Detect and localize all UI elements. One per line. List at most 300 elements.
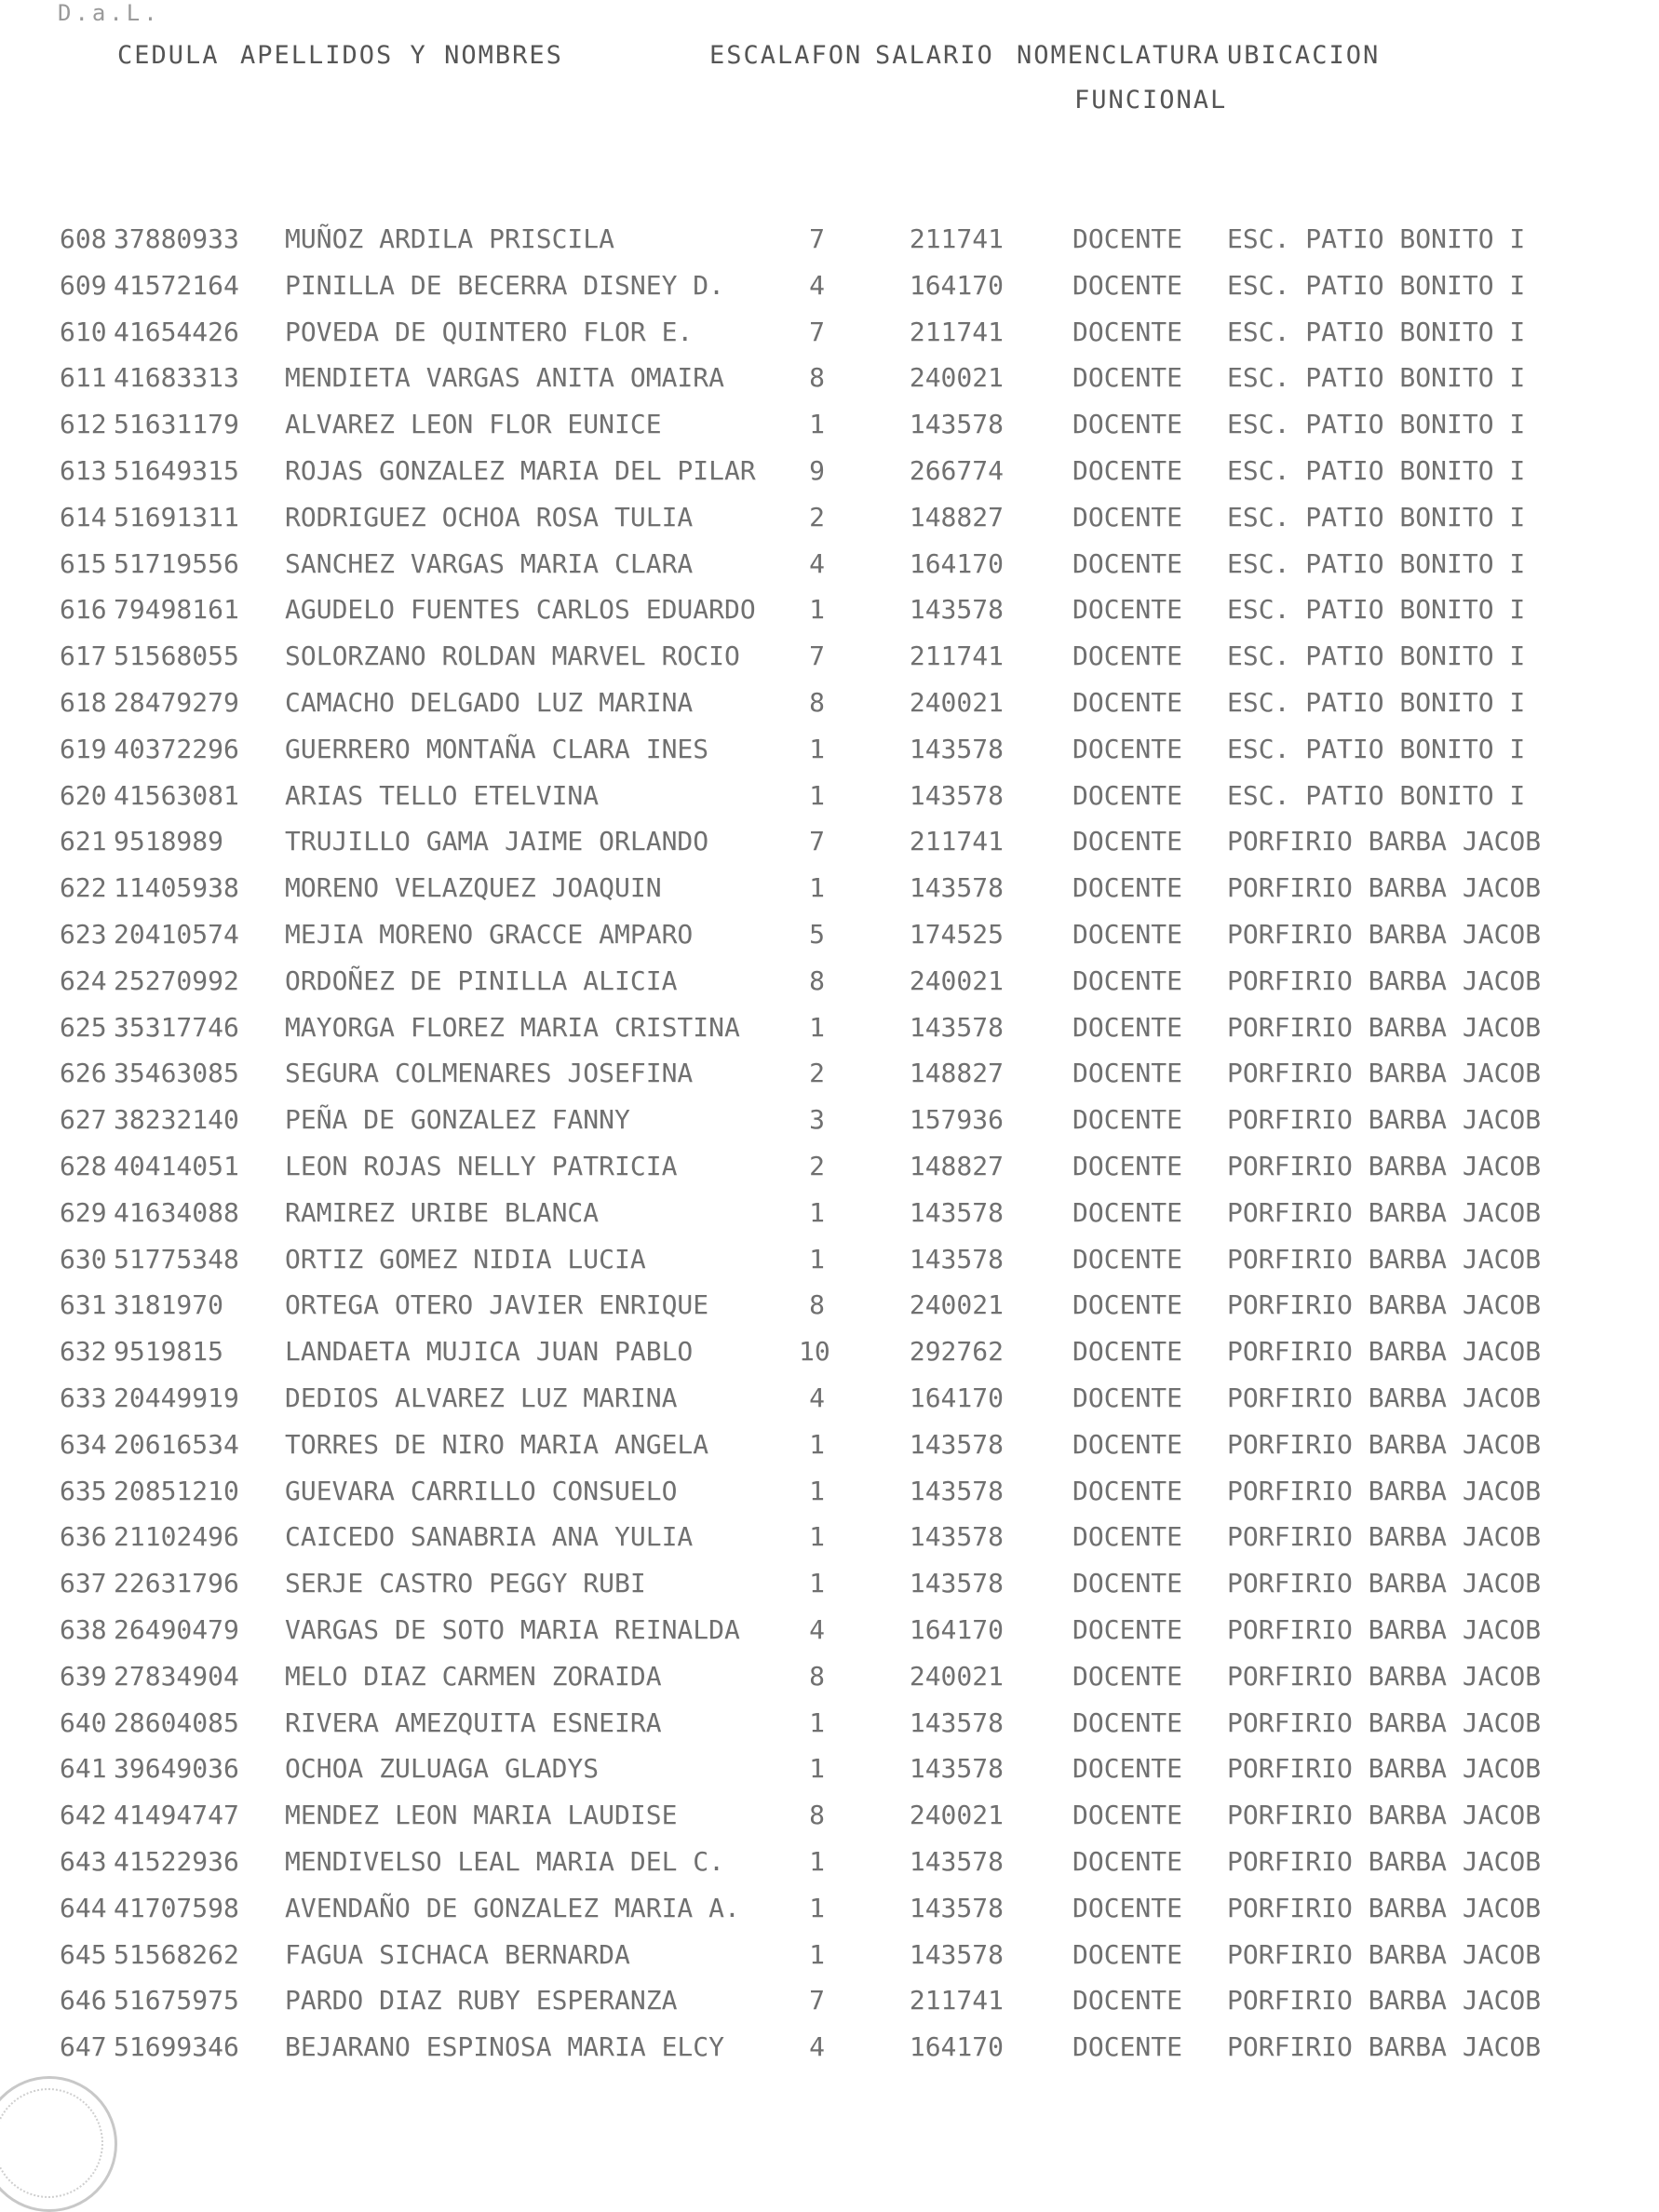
nomenclatura-cell: DOCENTE (1072, 547, 1183, 579)
cedula-cell: 39649036 (114, 1753, 239, 1785)
salario-cell: 143578 (909, 779, 1004, 811)
salario-cell: 164170 (909, 547, 1004, 579)
escalafon-cell: 1 (809, 594, 825, 626)
table-row (0, 1521, 1659, 1568)
nomenclatura-cell: DOCENTE (1072, 1058, 1183, 1089)
nomenclatura-cell: DOCENTE (1072, 1568, 1183, 1599)
ubicacion-cell: PORFIRIO BARBA JACOB (1227, 1521, 1542, 1553)
cedula-cell: 20410574 (114, 919, 239, 950)
cedula-cell: 40372296 (114, 733, 239, 764)
salario-cell: 143578 (909, 1938, 1004, 1970)
ubicacion-cell: PORFIRIO BARBA JACOB (1227, 1336, 1542, 1368)
salario-cell: 240021 (909, 1289, 1004, 1321)
name-cell: TORRES DE NIRO MARIA ANGELA (285, 1428, 709, 1460)
salario-cell: 211741 (909, 641, 1004, 672)
ubicacion-cell: PORFIRIO BARBA JACOB (1227, 1196, 1542, 1228)
table-row (0, 1939, 1659, 1986)
cedula-cell: 22631796 (114, 1568, 239, 1599)
row-number: 641 (60, 1753, 107, 1785)
escalafon-cell: 1 (809, 1243, 825, 1275)
table-row (0, 1382, 1659, 1429)
escalafon-cell: 8 (809, 1289, 825, 1321)
name-cell: VARGAS DE SOTO MARIA REINALDA (285, 1614, 740, 1645)
name-cell: MEJIA MORENO GRACCE AMPARO (285, 919, 694, 950)
table-row (0, 1846, 1659, 1893)
header-ubicacion: UBICACION (1227, 41, 1381, 70)
cedula-cell: 41494747 (114, 1800, 239, 1831)
nomenclatura-cell: DOCENTE (1072, 779, 1183, 811)
salario-cell: 266774 (909, 455, 1004, 486)
ubicacion-cell: PORFIRIO BARBA JACOB (1227, 1289, 1542, 1321)
table-row (0, 1985, 1659, 2031)
escalafon-cell: 2 (809, 1058, 825, 1089)
escalafon-cell: 1 (809, 872, 825, 904)
escalafon-cell: 1 (809, 1428, 825, 1460)
ubicacion-cell: PORFIRIO BARBA JACOB (1227, 1243, 1542, 1275)
header-apellidos-nombres: APELLIDOS Y NOMBRES (240, 41, 563, 70)
table-row (0, 223, 1659, 270)
escalafon-cell: 1 (809, 1892, 825, 1923)
ubicacion-cell: ESC. PATIO BONITO I (1227, 733, 1526, 764)
salario-cell: 143578 (909, 1428, 1004, 1460)
row-number: 621 (60, 826, 107, 857)
salario-cell: 143578 (909, 1521, 1004, 1553)
salario-cell: 240021 (909, 1800, 1004, 1831)
nomenclatura-cell: DOCENTE (1072, 1475, 1183, 1506)
cedula-cell: 9518989 (114, 826, 224, 857)
name-cell: ORTEGA OTERO JAVIER ENRIQUE (285, 1289, 709, 1321)
salario-cell: 143578 (909, 1011, 1004, 1043)
row-number: 630 (60, 1243, 107, 1275)
row-number: 627 (60, 1104, 107, 1136)
nomenclatura-cell: DOCENTE (1072, 1753, 1183, 1785)
ubicacion-cell: PORFIRIO BARBA JACOB (1227, 826, 1542, 857)
name-cell: AGUDELO FUENTES CARLOS EDUARDO (285, 594, 756, 626)
row-number: 625 (60, 1011, 107, 1043)
cedula-cell: 37880933 (114, 223, 239, 254)
name-cell: ORDOÑEZ DE PINILLA ALICIA (285, 964, 678, 996)
nomenclatura-cell: DOCENTE (1072, 455, 1183, 486)
nomenclatura-cell: DOCENTE (1072, 2031, 1183, 2063)
table-row (0, 780, 1659, 827)
salario-cell: 157936 (909, 1104, 1004, 1136)
cedula-cell: 25270992 (114, 964, 239, 996)
row-number: 634 (60, 1428, 107, 1460)
escalafon-cell: 7 (809, 223, 825, 254)
name-cell: CAICEDO SANABRIA ANA YULIA (285, 1521, 694, 1553)
salario-cell: 148827 (909, 1058, 1004, 1089)
row-number: 644 (60, 1892, 107, 1923)
table-row (0, 1197, 1659, 1244)
cedula-cell: 41683313 (114, 362, 239, 394)
name-cell: ROJAS GONZALEZ MARIA DEL PILAR (285, 455, 756, 486)
cedula-cell: 51568055 (114, 641, 239, 672)
salario-cell: 240021 (909, 964, 1004, 996)
row-number: 611 (60, 362, 107, 394)
ubicacion-cell: PORFIRIO BARBA JACOB (1227, 1753, 1542, 1785)
ubicacion-cell: PORFIRIO BARBA JACOB (1227, 1151, 1542, 1181)
ubicacion-cell: PORFIRIO BARBA JACOB (1227, 1568, 1542, 1599)
nomenclatura-cell: DOCENTE (1072, 1706, 1183, 1738)
name-cell: RAMIREZ URIBE BLANCA (285, 1196, 600, 1228)
escalafon-cell: 1 (809, 1753, 825, 1785)
row-number: 645 (60, 1938, 107, 1970)
table-row (0, 362, 1659, 409)
nomenclatura-cell: DOCENTE (1072, 826, 1183, 857)
header-nomenclatura: NOMENCLATURA (1017, 41, 1221, 70)
table-row (0, 1151, 1659, 1197)
escalafon-cell: 8 (809, 362, 825, 394)
table-row (0, 409, 1659, 455)
row-number: 616 (60, 594, 107, 626)
name-cell: LANDAETA MUJICA JUAN PABLO (285, 1336, 694, 1368)
name-cell: SEGURA COLMENARES JOSEFINA (285, 1058, 694, 1089)
escalafon-cell: 1 (809, 409, 825, 440)
name-cell: MENDIETA VARGAS ANITA OMAIRA (285, 362, 725, 394)
name-cell: AVENDAÑO DE GONZALEZ MARIA A. (285, 1892, 740, 1923)
table-row (0, 317, 1659, 363)
cedula-cell: 35317746 (114, 1011, 239, 1043)
salario-cell: 143578 (909, 733, 1004, 764)
cedula-cell: 35463085 (114, 1058, 239, 1089)
ubicacion-cell: PORFIRIO BARBA JACOB (1227, 1382, 1542, 1413)
salario-cell: 174525 (909, 919, 1004, 950)
escalafon-cell: 9 (809, 455, 825, 486)
cedula-cell: 20851210 (114, 1475, 239, 1506)
salario-cell: 240021 (909, 362, 1004, 394)
row-number: 637 (60, 1568, 107, 1599)
cedula-cell: 28479279 (114, 687, 239, 718)
name-cell: PINILLA DE BECERRA DISNEY D. (285, 269, 725, 301)
ubicacion-cell: ESC. PATIO BONITO I (1227, 547, 1526, 579)
nomenclatura-cell: DOCENTE (1072, 1243, 1183, 1275)
escalafon-cell: 5 (809, 919, 825, 950)
ubicacion-cell: ESC. PATIO BONITO I (1227, 409, 1526, 440)
row-number: 633 (60, 1382, 107, 1413)
table-row (0, 1893, 1659, 1939)
escalafon-cell: 7 (809, 641, 825, 672)
table-row (0, 1568, 1659, 1614)
nomenclatura-cell: DOCENTE (1072, 1985, 1183, 2016)
table-row (0, 965, 1659, 1012)
cedula-cell: 20616534 (114, 1428, 239, 1460)
ubicacion-cell: ESC. PATIO BONITO I (1227, 779, 1526, 811)
table-row (0, 1614, 1659, 1661)
row-number: 609 (60, 269, 107, 301)
nomenclatura-cell: DOCENTE (1072, 362, 1183, 394)
salario-cell: 143578 (909, 594, 1004, 626)
name-cell: MAYORGA FLOREZ MARIA CRISTINA (285, 1011, 740, 1043)
escalafon-cell: 8 (809, 1800, 825, 1831)
nomenclatura-cell: DOCENTE (1072, 223, 1183, 254)
escalafon-cell: 1 (809, 1568, 825, 1599)
nomenclatura-cell: DOCENTE (1072, 1011, 1183, 1043)
row-number: 612 (60, 409, 107, 440)
escalafon-cell: 7 (809, 826, 825, 857)
escalafon-cell: 4 (809, 1382, 825, 1413)
corner-handwritten-mark: D.a.L. (58, 0, 161, 26)
salario-cell: 143578 (909, 1892, 1004, 1923)
ubicacion-cell: ESC. PATIO BONITO I (1227, 269, 1526, 301)
salario-cell: 211741 (909, 316, 1004, 347)
table-row (0, 919, 1659, 965)
name-cell: POVEDA DE QUINTERO FLOR E. (285, 316, 694, 347)
ubicacion-cell: ESC. PATIO BONITO I (1227, 316, 1526, 347)
nomenclatura-cell: DOCENTE (1072, 1151, 1183, 1181)
nomenclatura-cell: DOCENTE (1072, 1938, 1183, 1970)
cedula-cell: 51699346 (114, 2031, 239, 2063)
header-salario: SALARIO (875, 41, 994, 70)
row-number: 613 (60, 455, 107, 486)
salario-cell: 240021 (909, 687, 1004, 718)
cedula-cell: 51631179 (114, 409, 239, 440)
nomenclatura-cell: DOCENTE (1072, 1892, 1183, 1923)
row-number: 614 (60, 501, 107, 533)
table-row (0, 594, 1659, 641)
table-row (0, 548, 1659, 595)
salario-cell: 211741 (909, 223, 1004, 254)
escalafon-cell: 4 (809, 547, 825, 579)
ubicacion-cell: ESC. PATIO BONITO I (1227, 362, 1526, 394)
table-row (0, 826, 1659, 872)
nomenclatura-cell: DOCENTE (1072, 501, 1183, 533)
salario-cell: 143578 (909, 1243, 1004, 1275)
salario-cell: 143578 (909, 1196, 1004, 1228)
ubicacion-cell: PORFIRIO BARBA JACOB (1227, 1011, 1542, 1043)
ubicacion-cell: ESC. PATIO BONITO I (1227, 641, 1526, 672)
escalafon-cell: 1 (809, 1846, 825, 1877)
name-cell: DEDIOS ALVAREZ LUZ MARINA (285, 1382, 678, 1413)
cedula-cell: 41572164 (114, 269, 239, 301)
escalafon-cell: 1 (809, 1706, 825, 1738)
escalafon-cell: 3 (809, 1104, 825, 1136)
cedula-cell: 51691311 (114, 501, 239, 533)
cedula-cell: 28604085 (114, 1706, 239, 1738)
escalafon-cell: 4 (809, 2031, 825, 2063)
row-number: 647 (60, 2031, 107, 2063)
table-row (0, 1058, 1659, 1104)
salario-cell: 164170 (909, 269, 1004, 301)
name-cell: FAGUA SICHACA BERNARDA (285, 1938, 630, 1970)
ubicacion-cell: PORFIRIO BARBA JACOB (1227, 1614, 1542, 1645)
cedula-cell: 26490479 (114, 1614, 239, 1645)
table-row (0, 1429, 1659, 1476)
salario-cell: 143578 (909, 1706, 1004, 1738)
cedula-cell: 51649315 (114, 455, 239, 486)
escalafon-cell: 10 (799, 1336, 830, 1368)
cedula-cell: 41522936 (114, 1846, 239, 1877)
cedula-cell: 51719556 (114, 547, 239, 579)
salario-cell: 143578 (909, 1753, 1004, 1785)
salario-cell: 240021 (909, 1660, 1004, 1692)
row-number: 626 (60, 1058, 107, 1089)
nomenclatura-cell: DOCENTE (1072, 1382, 1183, 1413)
nomenclatura-cell: DOCENTE (1072, 1428, 1183, 1460)
row-number: 638 (60, 1614, 107, 1645)
nomenclatura-cell: DOCENTE (1072, 641, 1183, 672)
cedula-cell: 27834904 (114, 1660, 239, 1692)
row-number: 628 (60, 1151, 107, 1181)
ubicacion-cell: PORFIRIO BARBA JACOB (1227, 1660, 1542, 1692)
row-number: 620 (60, 779, 107, 811)
ubicacion-cell: ESC. PATIO BONITO I (1227, 455, 1526, 486)
escalafon-cell: 1 (809, 1011, 825, 1043)
table-row (0, 1707, 1659, 1754)
table-row (0, 1800, 1659, 1846)
table-row (0, 2031, 1659, 2078)
cedula-cell: 21102496 (114, 1521, 239, 1553)
nomenclatura-cell: DOCENTE (1072, 1196, 1183, 1228)
ubicacion-cell: PORFIRIO BARBA JACOB (1227, 1846, 1542, 1877)
name-cell: PEÑA DE GONZALEZ FANNY (285, 1104, 630, 1136)
name-cell: MENDEZ LEON MARIA LAUDISE (285, 1800, 678, 1831)
cedula-cell: 79498161 (114, 594, 239, 626)
nomenclatura-cell: DOCENTE (1072, 872, 1183, 904)
header-cedula: CEDULA (117, 41, 220, 70)
table-row (0, 1661, 1659, 1707)
cedula-cell: 51775348 (114, 1243, 239, 1275)
cedula-cell: 11405938 (114, 872, 239, 904)
row-number: 615 (60, 547, 107, 579)
cedula-cell: 51568262 (114, 1938, 239, 1970)
nomenclatura-cell: DOCENTE (1072, 594, 1183, 626)
row-number: 640 (60, 1706, 107, 1738)
ubicacion-cell: PORFIRIO BARBA JACOB (1227, 1892, 1542, 1923)
nomenclatura-cell: DOCENTE (1072, 1289, 1183, 1321)
cedula-cell: 38232140 (114, 1104, 239, 1136)
salario-cell: 143578 (909, 409, 1004, 440)
salario-cell: 211741 (909, 1985, 1004, 2016)
nomenclatura-cell: DOCENTE (1072, 1614, 1183, 1645)
nomenclatura-cell: DOCENTE (1072, 687, 1183, 718)
name-cell: SERJE CASTRO PEGGY RUBI (285, 1568, 646, 1599)
table-row (0, 872, 1659, 919)
row-number: 622 (60, 872, 107, 904)
row-number: 646 (60, 1985, 107, 2016)
table-row (0, 734, 1659, 780)
escalafon-cell: 1 (809, 733, 825, 764)
row-number: 635 (60, 1475, 107, 1506)
salario-cell: 143578 (909, 872, 1004, 904)
header-funcional: FUNCIONAL (1074, 86, 1228, 115)
salario-cell: 164170 (909, 1614, 1004, 1645)
salario-cell: 143578 (909, 1846, 1004, 1877)
salario-cell: 164170 (909, 1382, 1004, 1413)
row-number: 639 (60, 1660, 107, 1692)
row-number: 642 (60, 1800, 107, 1831)
ubicacion-cell: PORFIRIO BARBA JACOB (1227, 1428, 1542, 1460)
row-number: 617 (60, 641, 107, 672)
nomenclatura-cell: DOCENTE (1072, 1336, 1183, 1368)
table-row (0, 687, 1659, 734)
escalafon-cell: 2 (809, 501, 825, 533)
table-row (0, 1753, 1659, 1800)
ubicacion-cell: ESC. PATIO BONITO I (1227, 687, 1526, 718)
name-cell: MELO DIAZ CARMEN ZORAIDA (285, 1660, 662, 1692)
ubicacion-cell: PORFIRIO BARBA JACOB (1227, 1938, 1542, 1970)
cedula-cell: 51675975 (114, 1985, 239, 2016)
escalafon-cell: 8 (809, 1660, 825, 1692)
cedula-cell: 41654426 (114, 316, 239, 347)
name-cell: OCHOA ZULUAGA GLADYS (285, 1753, 600, 1785)
ubicacion-cell: PORFIRIO BARBA JACOB (1227, 919, 1542, 950)
escalafon-cell: 1 (809, 1938, 825, 1970)
ubicacion-cell: PORFIRIO BARBA JACOB (1227, 1475, 1542, 1506)
escalafon-cell: 7 (809, 316, 825, 347)
name-cell: TRUJILLO GAMA JAIME ORLANDO (285, 826, 709, 857)
escalafon-cell: 1 (809, 1196, 825, 1228)
nomenclatura-cell: DOCENTE (1072, 1660, 1183, 1692)
ubicacion-cell: ESC. PATIO BONITO I (1227, 501, 1526, 533)
table-row (0, 1476, 1659, 1522)
salario-cell: 143578 (909, 1568, 1004, 1599)
ink-stamp-seal (0, 2076, 117, 2212)
cedula-cell: 20449919 (114, 1382, 239, 1413)
ubicacion-cell: ESC. PATIO BONITO I (1227, 594, 1526, 626)
name-cell: ALVAREZ LEON FLOR EUNICE (285, 409, 662, 440)
nomenclatura-cell: DOCENTE (1072, 1846, 1183, 1877)
row-number: 624 (60, 964, 107, 996)
row-number: 632 (60, 1336, 107, 1368)
ubicacion-cell: PORFIRIO BARBA JACOB (1227, 1800, 1542, 1831)
table-row (0, 1012, 1659, 1059)
name-cell: ARIAS TELLO ETELVINA (285, 779, 600, 811)
escalafon-cell: 1 (809, 779, 825, 811)
table-row (0, 502, 1659, 548)
name-cell: MENDIVELSO LEAL MARIA DEL C. (285, 1846, 725, 1877)
salario-cell: 164170 (909, 2031, 1004, 2063)
escalafon-cell: 8 (809, 687, 825, 718)
table-row (0, 1289, 1659, 1336)
row-number: 619 (60, 733, 107, 764)
ubicacion-cell: PORFIRIO BARBA JACOB (1227, 1104, 1542, 1136)
escalafon-cell: 7 (809, 1985, 825, 2016)
cedula-cell: 9519815 (114, 1336, 224, 1368)
name-cell: ORTIZ GOMEZ NIDIA LUCIA (285, 1243, 646, 1275)
nomenclatura-cell: DOCENTE (1072, 733, 1183, 764)
escalafon-cell: 4 (809, 269, 825, 301)
name-cell: SOLORZANO ROLDAN MARVEL ROCIO (285, 641, 740, 672)
salario-cell: 143578 (909, 1475, 1004, 1506)
name-cell: BEJARANO ESPINOSA MARIA ELCY (285, 2031, 725, 2063)
name-cell: CAMACHO DELGADO LUZ MARINA (285, 687, 694, 718)
escalafon-cell: 2 (809, 1151, 825, 1181)
name-cell: MUÑOZ ARDILA PRISCILA (285, 223, 615, 254)
nomenclatura-cell: DOCENTE (1072, 269, 1183, 301)
table-row (0, 455, 1659, 502)
name-cell: LEON ROJAS NELLY PATRICIA (285, 1151, 678, 1181)
header-escalafon: ESCALAFON (709, 41, 863, 70)
cedula-cell: 3181970 (114, 1289, 224, 1321)
nomenclatura-cell: DOCENTE (1072, 316, 1183, 347)
table-row (0, 641, 1659, 687)
row-number: 608 (60, 223, 107, 254)
ubicacion-cell: PORFIRIO BARBA JACOB (1227, 1706, 1542, 1738)
cedula-cell: 41707598 (114, 1892, 239, 1923)
ubicacion-cell: ESC. PATIO BONITO I (1227, 223, 1526, 254)
escalafon-cell: 8 (809, 964, 825, 996)
nomenclatura-cell: DOCENTE (1072, 964, 1183, 996)
row-number: 636 (60, 1521, 107, 1553)
escalafon-cell: 4 (809, 1614, 825, 1645)
ubicacion-cell: PORFIRIO BARBA JACOB (1227, 964, 1542, 996)
row-number: 629 (60, 1196, 107, 1228)
salario-cell: 148827 (909, 501, 1004, 533)
name-cell: GUEVARA CARRILLO CONSUELO (285, 1475, 678, 1506)
ubicacion-cell: PORFIRIO BARBA JACOB (1227, 2031, 1542, 2063)
row-number: 643 (60, 1846, 107, 1877)
cedula-cell: 41634088 (114, 1196, 239, 1228)
